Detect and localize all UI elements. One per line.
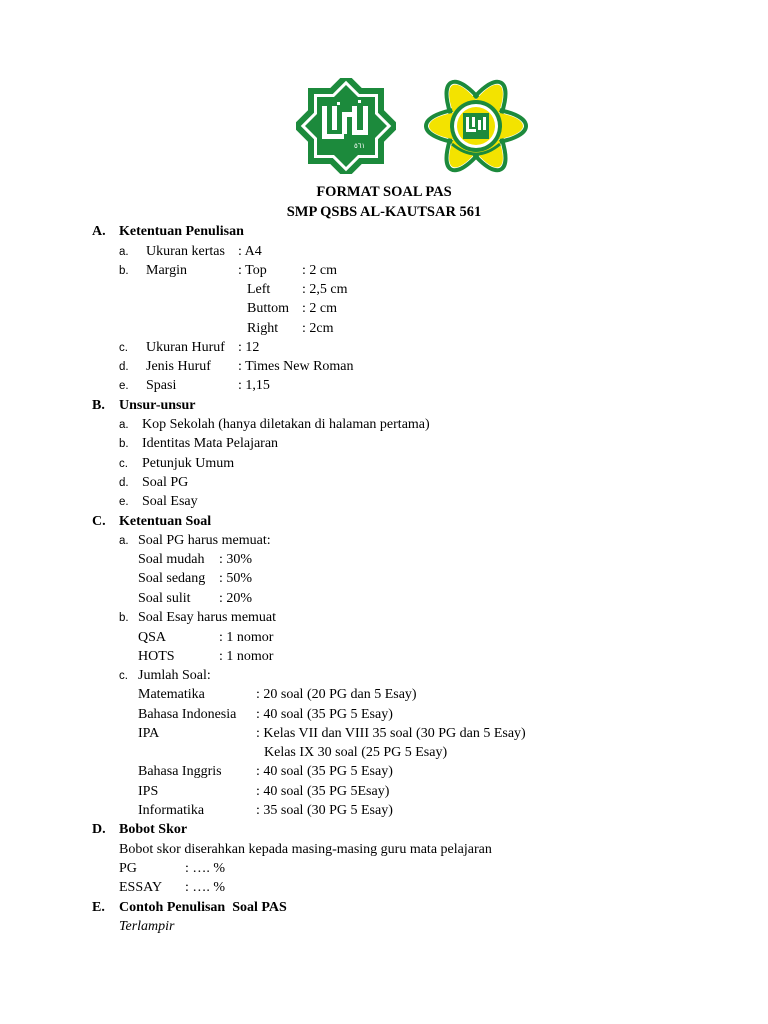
section-b-marker: B. — [92, 398, 105, 413]
row-value: : 1 nomor — [219, 649, 274, 664]
logo-number-text: ٥٦١ — [354, 142, 366, 150]
logo-bar — [0, 78, 768, 174]
list-marker: d. — [119, 477, 129, 489]
margin-value: : 2 cm — [302, 301, 337, 316]
margin-side: Buttom — [247, 301, 290, 316]
list-marker: e. — [119, 380, 129, 392]
row-value: : 40 soal (35 PG 5 Esay) — [256, 707, 393, 722]
section-e-text: Terlampir — [119, 919, 175, 934]
row-value: : 40 soal (35 PG 5 Esay) — [256, 764, 393, 779]
row-label: Bahasa Indonesia — [138, 707, 237, 722]
section-d-marker: D. — [92, 822, 106, 837]
margin-value: : 2 cm — [302, 263, 337, 278]
section-d-text: Bobot skor diserahkan kepada masing-masing guru mata pelajaran — [119, 842, 492, 857]
list-marker: a. — [119, 535, 129, 547]
list-item: Soal PG — [142, 475, 189, 490]
row-value: : 50% — [219, 571, 253, 586]
list-item: Jumlah Soal: — [138, 668, 211, 683]
list-item: Soal Esay — [142, 494, 198, 509]
section-c-heading: Ketentuan Soal — [119, 514, 212, 529]
school-name: SMP QSBS AL-KAUTSAR 561 — [286, 204, 482, 220]
list-marker: a. — [119, 246, 129, 258]
section-b-heading: Unsur-unsur — [119, 398, 196, 413]
row-value: : 30% — [219, 552, 253, 567]
row-label: Informatika — [138, 803, 205, 818]
list-value: : Top — [238, 263, 267, 278]
row-label: HOTS — [138, 649, 175, 664]
list-marker: b. — [119, 612, 129, 624]
row-value: : Kelas VII dan VIII 35 soal (30 PG dan 5 Esay) — [256, 726, 526, 741]
list-item: Petunjuk Umum — [142, 456, 235, 471]
section-c-marker: C. — [92, 514, 106, 529]
row-label: Matematika — [138, 687, 205, 702]
list-label: Jenis Huruf — [146, 359, 211, 374]
row-label: Soal sedang — [138, 571, 206, 586]
list-value: : 12 — [238, 340, 260, 355]
list-marker: c. — [119, 458, 128, 470]
list-item: Identitas Mata Pelajaran — [142, 436, 279, 451]
row-label: IPA — [138, 726, 160, 741]
list-label: Ukuran Huruf — [146, 340, 225, 355]
row-label: Soal mudah — [138, 552, 205, 567]
section-a-marker: A. — [92, 224, 106, 239]
list-marker: b. — [119, 265, 129, 277]
list-value: : A4 — [238, 244, 262, 259]
row-label: Soal sulit — [138, 591, 191, 606]
margin-side: Left — [247, 282, 271, 297]
row-value: Kelas IX 30 soal (25 PG 5 Esay) — [264, 745, 448, 760]
list-marker: c. — [119, 670, 128, 682]
section-e-heading: Contoh Penulisan Soal PAS — [119, 900, 287, 915]
row-value: : 35 soal (30 PG 5 Esay) — [256, 803, 393, 818]
document-title: FORMAT SOAL PAS — [316, 184, 452, 200]
list-label: Spasi — [146, 378, 177, 393]
row-value: : 1 nomor — [219, 630, 274, 645]
row-label: IPS — [138, 784, 159, 799]
margin-side: Right — [247, 321, 279, 336]
row-label: PG — [119, 861, 137, 876]
section-d-heading: Bobot Skor — [119, 822, 188, 837]
school-atom-emblem-logo — [422, 78, 530, 174]
list-marker: c. — [119, 342, 128, 354]
list-label: Margin — [146, 263, 187, 278]
list-label: Ukuran kertas — [146, 244, 225, 259]
list-item: Soal Esay harus memuat — [138, 610, 277, 625]
al-kautsar-calligraphy-logo — [296, 78, 396, 174]
list-marker: a. — [119, 419, 129, 431]
row-value: : 20% — [219, 591, 253, 606]
row-value: : …. % — [185, 861, 226, 876]
row-value: : …. % — [185, 880, 226, 895]
row-label: ESSAY — [119, 880, 163, 895]
list-item: Kop Sekolah (hanya diletakan di halaman pertama) — [142, 417, 430, 432]
section-e-marker: E. — [92, 900, 105, 915]
list-value: : 1,15 — [238, 378, 270, 393]
margin-value: : 2,5 cm — [302, 282, 348, 297]
row-label: QSA — [138, 630, 167, 645]
row-value: : 20 soal (20 PG dan 5 Esay) — [256, 687, 417, 702]
row-label: Bahasa Inggris — [138, 764, 222, 779]
margin-value: : 2cm — [302, 321, 334, 336]
row-value: : 40 soal (35 PG 5Esay) — [256, 784, 390, 799]
list-value: : Times New Roman — [238, 359, 354, 374]
list-marker: d. — [119, 361, 129, 373]
list-marker: e. — [119, 496, 129, 508]
list-item: Soal PG harus memuat: — [138, 533, 271, 548]
section-a-heading: Ketentuan Penulisan — [119, 224, 244, 239]
list-marker: b. — [119, 438, 129, 450]
